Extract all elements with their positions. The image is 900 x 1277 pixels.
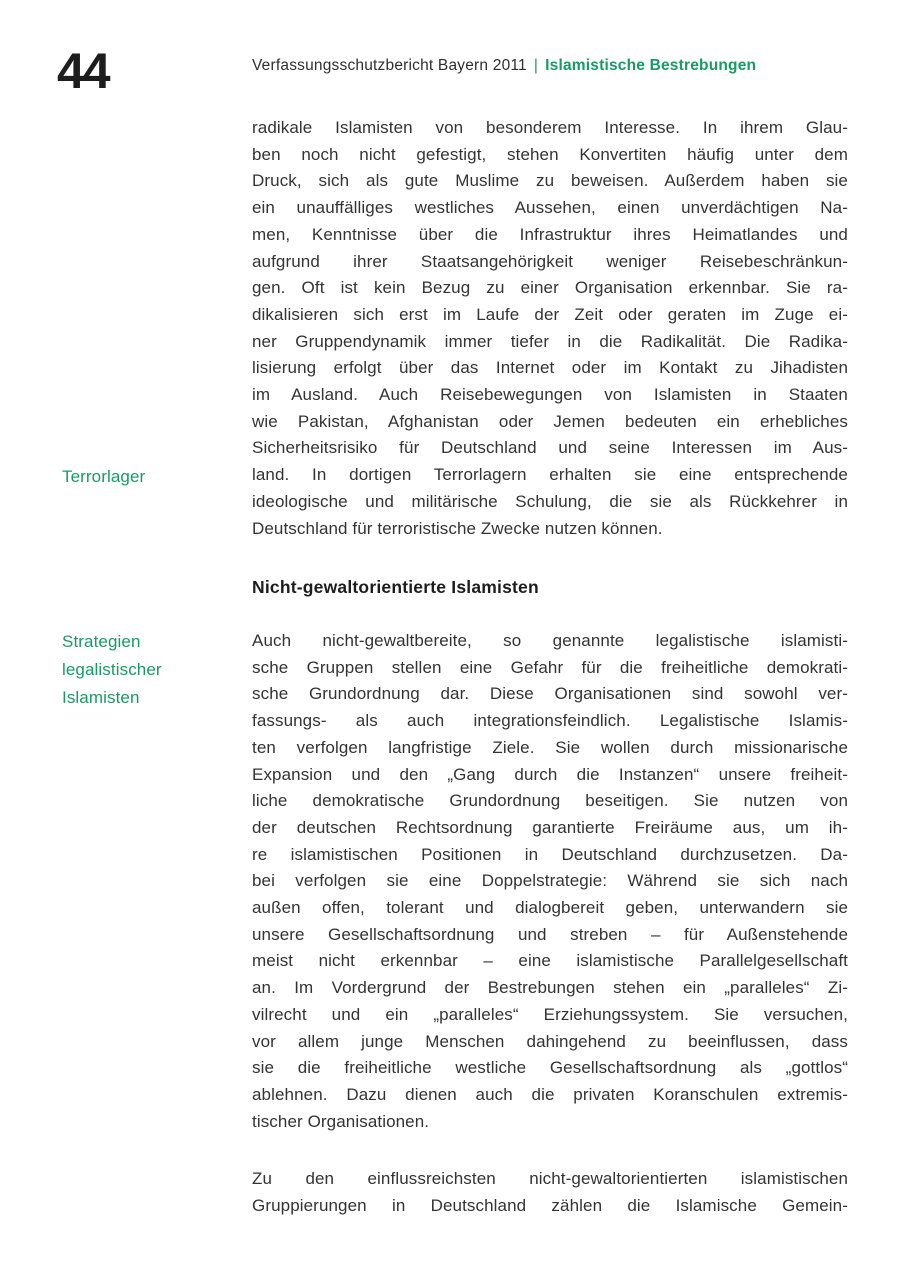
margin-note-strategien: Strategien legalistischer Islamisten [62,632,162,707]
section-title: Islamistische Bestrebungen [545,57,757,74]
header-separator: | [533,57,539,74]
page-number: 44 [57,43,109,99]
margin-note-terrorlager: Terrorlager [62,467,146,486]
body-paragraph-1: radikale Islamisten von besonderem Interesse. In ihrem Glau- ben noch nicht gefestigt, stehen Konvertiten häufig unter dem Druck, sich als gute Muslime zu beweisen. Außerdem haben sie ein unauffälliges westliches Aussehen, einen unverdächtigen Na- men, Kenntnisse über die Infrastruktur ihres Heimatlandes und aufgrund ihrer Staatsangehörigkeit weniger Reisebeschränkun- gen. Oft ist kein Bezug zu einer Organisation erkennbar. Sie ra- dikalisieren sich erst im Laufe der Zeit oder geraten im Zuge ei- ner Gruppendynamik immer tiefer in die Radikalität. Die Radika- lisierung erfolgt über das Internet oder im Kontakt zu Jihadisten im Ausland. Auch Reisebewegungen von Islamisten in Staaten wie Pakistan, Afghanistan oder Jemen bedeuten ein erhebliches Sicherheitsrisiko für Deutschland und seine Interessen im Aus- land. In dortigen Terrorlagern erhalten sie eine entsprechende ideologische und militärische Schulung, die sie als Rückkehrer in Deutschland für terroristische Zwecke nutzen können. [252,118,848,538]
report-title: Verfassungsschutzbericht Bayern 2011 [252,57,527,74]
subheading: Nicht-gewaltorientierte Islamisten [252,577,539,597]
body-paragraph-3: Zu den einflussreichsten nicht-gewaltorientierten islamistischen Gruppierungen in Deutschland zählen die Islamische Gemein- [252,1169,848,1215]
page-header [252,57,756,75]
body-paragraph-2: Auch nicht-gewaltbereite, so genannte legalistische islamisti- sche Gruppen stellen eine Gefahr für die freiheitliche demokrati- sche Grundordnung dar. Diese Organisationen sind sowohl ver- fassungs- als auch integrationsfeindlich. Legalistische Islamis- ten verfolgen langfristige Ziele. Sie wollen durch missionarische Expansion und den „Gang durch die Instanzen“ unsere freiheit- liche demokratische Grundordnung beseitigen. Sie nutzen von der deutschen Rechtsordnung garantierte Freiräume aus, um ih- re islamistischen Positionen in Deutschland durchzusetzen. Da- bei verfolgen sie eine Doppelstrategie: Während sie sich nach außen offen, tolerant und dialogbereit geben, unterwandern sie unsere Gesellschaftsordnung und streben – für Außenstehende meist nicht erkennbar – eine islamistische Parallelgesellschaft an. Im Vordergrund der Bestrebungen stehen ein „paralleles“ Zi- vilrecht und ein „paralleles“ Erziehungssystem. Sie versuchen, vor allem junge Menschen dahingehend zu beeinflussen, dass sie die freiheitliche westliche Gesellschaftsordnung als „gottlos“ ablehnen. Dazu dienen auch die privaten Koranschulen extremis- tischer Organisationen. [252,631,848,1131]
